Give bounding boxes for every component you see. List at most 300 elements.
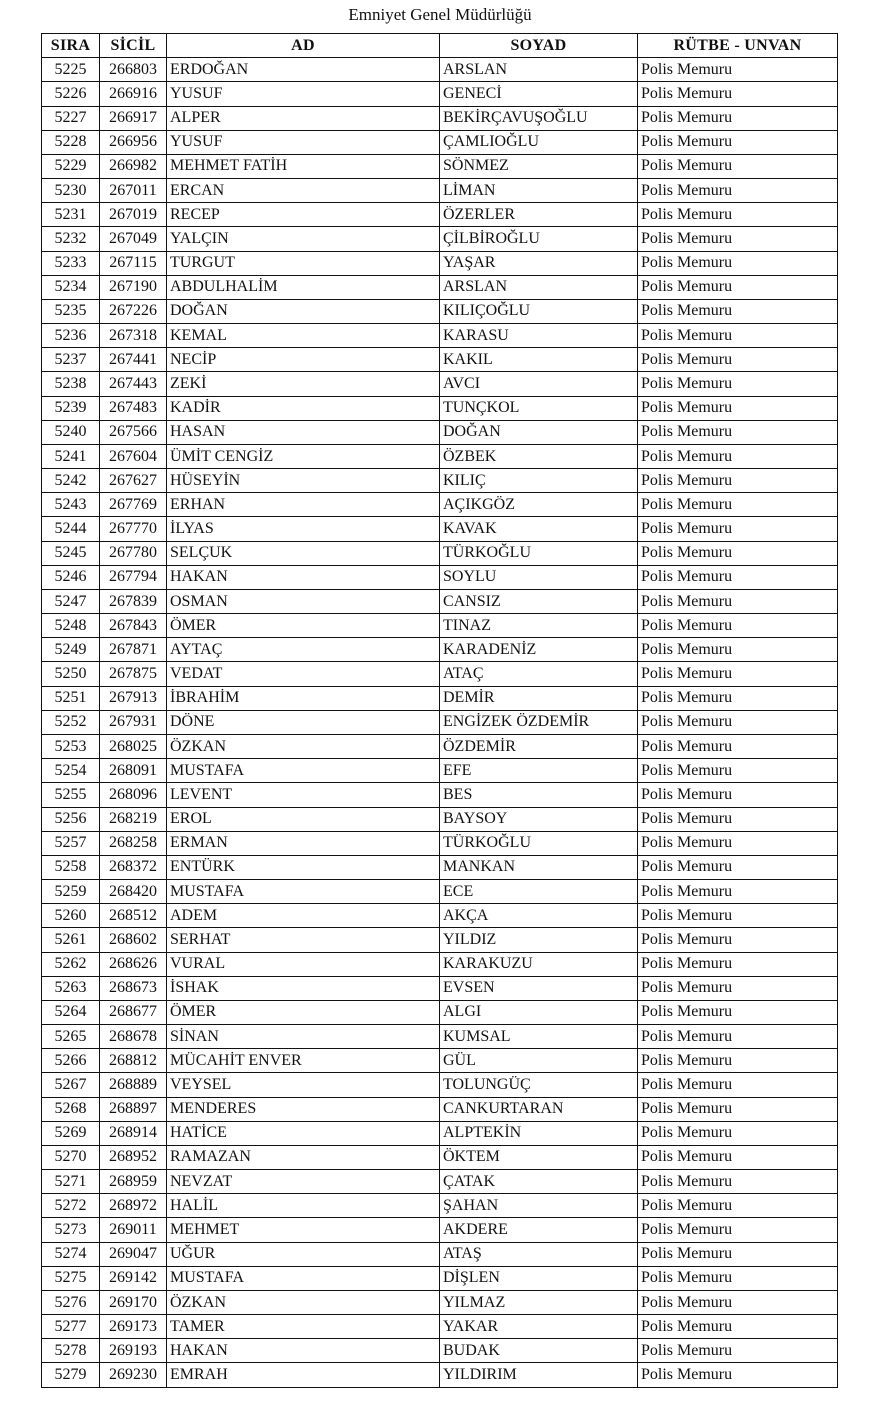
table-row	[42, 154, 838, 178]
cell-ad: ENTÜRK	[167, 855, 440, 879]
cell-sicil: 266917	[100, 106, 167, 130]
table-row	[42, 1049, 838, 1073]
cell-sicil: 269170	[100, 1290, 167, 1314]
cell-rutbe-unvan: Polis Memuru	[638, 1097, 838, 1121]
cell-ad: SERHAT	[167, 928, 440, 952]
table-row	[42, 348, 838, 372]
cell-ad: RAMAZAN	[167, 1145, 440, 1169]
cell-soyad: TÜRKOĞLU	[440, 541, 638, 565]
cell-ad: MEHMET FATİH	[167, 154, 440, 178]
cell-ad: MUSTAFA	[167, 759, 440, 783]
cell-rutbe-unvan: Polis Memuru	[638, 565, 838, 589]
cell-sira: 5265	[42, 1025, 100, 1049]
cell-sicil: 269047	[100, 1242, 167, 1266]
table-row	[42, 1218, 838, 1242]
cell-sicil: 267931	[100, 710, 167, 734]
cell-rutbe-unvan: Polis Memuru	[638, 541, 838, 565]
cell-rutbe-unvan: Polis Memuru	[638, 348, 838, 372]
cell-rutbe-unvan: Polis Memuru	[638, 82, 838, 106]
cell-sira: 5273	[42, 1218, 100, 1242]
cell-sicil: 267019	[100, 203, 167, 227]
cell-rutbe-unvan: Polis Memuru	[638, 807, 838, 831]
cell-soyad: KUMSAL	[440, 1025, 638, 1049]
cell-ad: İBRAHİM	[167, 686, 440, 710]
cell-sira: 5277	[42, 1315, 100, 1339]
cell-soyad: DOĞAN	[440, 420, 638, 444]
cell-soyad: ARSLAN	[440, 58, 638, 82]
cell-sira: 5239	[42, 396, 100, 420]
cell-soyad: ÖZBEK	[440, 444, 638, 468]
cell-ad: UĞUR	[167, 1242, 440, 1266]
cell-rutbe-unvan: Polis Memuru	[638, 372, 838, 396]
cell-rutbe-unvan: Polis Memuru	[638, 1242, 838, 1266]
table-body	[42, 58, 838, 1387]
cell-sicil: 269011	[100, 1218, 167, 1242]
table-row	[42, 1290, 838, 1314]
cell-sira: 5253	[42, 734, 100, 758]
cell-soyad: YILDIZ	[440, 928, 638, 952]
table-row	[42, 1145, 838, 1169]
cell-sira: 5263	[42, 976, 100, 1000]
cell-sira: 5276	[42, 1290, 100, 1314]
cell-rutbe-unvan: Polis Memuru	[638, 952, 838, 976]
cell-sicil: 269193	[100, 1339, 167, 1363]
cell-rutbe-unvan: Polis Memuru	[638, 275, 838, 299]
table-row	[42, 976, 838, 1000]
cell-rutbe-unvan: Polis Memuru	[638, 1315, 838, 1339]
cell-sicil: 267226	[100, 299, 167, 323]
cell-sicil: 267770	[100, 517, 167, 541]
cell-sira: 5244	[42, 517, 100, 541]
table-row	[42, 928, 838, 952]
cell-rutbe-unvan: Polis Memuru	[638, 880, 838, 904]
cell-sira: 5249	[42, 638, 100, 662]
table-row	[42, 1315, 838, 1339]
cell-ad: İLYAS	[167, 517, 440, 541]
cell-sira: 5246	[42, 565, 100, 589]
cell-soyad: CANKURTARAN	[440, 1097, 638, 1121]
table-row	[42, 58, 838, 82]
cell-soyad: KARASU	[440, 324, 638, 348]
table-row	[42, 734, 838, 758]
cell-sicil: 268091	[100, 759, 167, 783]
table-row	[42, 106, 838, 130]
cell-sicil: 269173	[100, 1315, 167, 1339]
cell-soyad: SOYLU	[440, 565, 638, 589]
cell-sira: 5228	[42, 130, 100, 154]
cell-soyad: GENECİ	[440, 82, 638, 106]
table-row	[42, 759, 838, 783]
cell-rutbe-unvan: Polis Memuru	[638, 1194, 838, 1218]
cell-ad: SİNAN	[167, 1025, 440, 1049]
cell-sicil: 267839	[100, 589, 167, 613]
cell-soyad: KILIÇOĞLU	[440, 299, 638, 323]
cell-rutbe-unvan: Polis Memuru	[638, 1000, 838, 1024]
header-sira: SIRA	[42, 34, 100, 58]
cell-ad: OSMAN	[167, 589, 440, 613]
cell-soyad: YILMAZ	[440, 1290, 638, 1314]
cell-rutbe-unvan: Polis Memuru	[638, 614, 838, 638]
cell-sira: 5230	[42, 179, 100, 203]
cell-soyad: ECE	[440, 880, 638, 904]
cell-sira: 5261	[42, 928, 100, 952]
table-row	[42, 783, 838, 807]
table-row	[42, 1121, 838, 1145]
cell-ad: ERMAN	[167, 831, 440, 855]
cell-sira: 5269	[42, 1121, 100, 1145]
table-row	[42, 82, 838, 106]
table-row	[42, 1363, 838, 1387]
table-row	[42, 396, 838, 420]
cell-soyad: KARAKUZU	[440, 952, 638, 976]
cell-rutbe-unvan: Polis Memuru	[638, 1121, 838, 1145]
cell-ad: TAMER	[167, 1315, 440, 1339]
header-rutbe-unvan: RÜTBE - UNVAN	[638, 34, 838, 58]
cell-ad: VEYSEL	[167, 1073, 440, 1097]
table-row	[42, 952, 838, 976]
cell-soyad: BEKİRÇAVUŞOĞLU	[440, 106, 638, 130]
cell-sira: 5227	[42, 106, 100, 130]
cell-sira: 5233	[42, 251, 100, 275]
cell-ad: YUSUF	[167, 130, 440, 154]
cell-sira: 5251	[42, 686, 100, 710]
cell-soyad: GÜL	[440, 1049, 638, 1073]
cell-sira: 5250	[42, 662, 100, 686]
cell-soyad: KARADENİZ	[440, 638, 638, 662]
cell-soyad: BES	[440, 783, 638, 807]
cell-sira: 5238	[42, 372, 100, 396]
cell-sira: 5255	[42, 783, 100, 807]
cell-sicil: 268673	[100, 976, 167, 1000]
table-row	[42, 493, 838, 517]
cell-soyad: ATAŞ	[440, 1242, 638, 1266]
table-row	[42, 1170, 838, 1194]
table-row	[42, 855, 838, 879]
cell-ad: DÖNE	[167, 710, 440, 734]
cell-ad: LEVENT	[167, 783, 440, 807]
cell-soyad: TOLUNGÜÇ	[440, 1073, 638, 1097]
cell-sira: 5232	[42, 227, 100, 251]
cell-sicil: 268812	[100, 1049, 167, 1073]
cell-sira: 5240	[42, 420, 100, 444]
cell-rutbe-unvan: Polis Memuru	[638, 831, 838, 855]
cell-sira: 5279	[42, 1363, 100, 1387]
cell-soyad: AVCI	[440, 372, 638, 396]
table-row	[42, 130, 838, 154]
table-row	[42, 1242, 838, 1266]
table-row	[42, 880, 838, 904]
cell-sicil: 269142	[100, 1266, 167, 1290]
table-row	[42, 372, 838, 396]
cell-sicil: 268096	[100, 783, 167, 807]
cell-sicil: 267049	[100, 227, 167, 251]
cell-ad: ALPER	[167, 106, 440, 130]
cell-sira: 5226	[42, 82, 100, 106]
cell-sira: 5241	[42, 444, 100, 468]
cell-sicil: 267483	[100, 396, 167, 420]
cell-ad: EMRAH	[167, 1363, 440, 1387]
cell-rutbe-unvan: Polis Memuru	[638, 420, 838, 444]
table-row	[42, 807, 838, 831]
cell-sira: 5236	[42, 324, 100, 348]
cell-rutbe-unvan: Polis Memuru	[638, 783, 838, 807]
cell-ad: MENDERES	[167, 1097, 440, 1121]
header-soyad: SOYAD	[440, 34, 638, 58]
cell-soyad: ARSLAN	[440, 275, 638, 299]
cell-soyad: MANKAN	[440, 855, 638, 879]
cell-sicil: 268959	[100, 1170, 167, 1194]
cell-rutbe-unvan: Polis Memuru	[638, 1073, 838, 1097]
cell-soyad: YILDIRIM	[440, 1363, 638, 1387]
cell-sira: 5231	[42, 203, 100, 227]
cell-sicil: 268889	[100, 1073, 167, 1097]
table-row	[42, 1194, 838, 1218]
cell-sira: 5274	[42, 1242, 100, 1266]
cell-soyad: DİŞLEN	[440, 1266, 638, 1290]
cell-soyad: ALPTEKİN	[440, 1121, 638, 1145]
cell-ad: HÜSEYİN	[167, 469, 440, 493]
cell-rutbe-unvan: Polis Memuru	[638, 154, 838, 178]
cell-soyad: BAYSOY	[440, 807, 638, 831]
cell-ad: NEVZAT	[167, 1170, 440, 1194]
cell-rutbe-unvan: Polis Memuru	[638, 904, 838, 928]
cell-sira: 5235	[42, 299, 100, 323]
table-row	[42, 831, 838, 855]
cell-sira: 5278	[42, 1339, 100, 1363]
cell-sicil: 267794	[100, 565, 167, 589]
cell-soyad: AKÇA	[440, 904, 638, 928]
cell-rutbe-unvan: Polis Memuru	[638, 855, 838, 879]
cell-ad: ÜMİT CENGİZ	[167, 444, 440, 468]
cell-sicil: 268025	[100, 734, 167, 758]
table-row	[42, 662, 838, 686]
cell-rutbe-unvan: Polis Memuru	[638, 710, 838, 734]
cell-sira: 5252	[42, 710, 100, 734]
cell-sicil: 267604	[100, 444, 167, 468]
cell-rutbe-unvan: Polis Memuru	[638, 179, 838, 203]
cell-rutbe-unvan: Polis Memuru	[638, 734, 838, 758]
cell-soyad: ENGİZEK ÖZDEMİR	[440, 710, 638, 734]
cell-sira: 5262	[42, 952, 100, 976]
cell-soyad: ÇİLBİROĞLU	[440, 227, 638, 251]
cell-sicil: 267627	[100, 469, 167, 493]
cell-sicil: 267443	[100, 372, 167, 396]
cell-soyad: ÇATAK	[440, 1170, 638, 1194]
cell-ad: HAKAN	[167, 1339, 440, 1363]
table-row	[42, 203, 838, 227]
table-row	[42, 1073, 838, 1097]
cell-sicil: 268258	[100, 831, 167, 855]
cell-sira: 5245	[42, 541, 100, 565]
cell-rutbe-unvan: Polis Memuru	[638, 58, 838, 82]
cell-ad: ABDULHALİM	[167, 275, 440, 299]
cell-ad: MUSTAFA	[167, 1266, 440, 1290]
table-row	[42, 275, 838, 299]
cell-sira: 5257	[42, 831, 100, 855]
cell-rutbe-unvan: Polis Memuru	[638, 976, 838, 1000]
table-row	[42, 517, 838, 541]
cell-ad: ERDOĞAN	[167, 58, 440, 82]
cell-sicil: 268219	[100, 807, 167, 831]
cell-sicil: 267769	[100, 493, 167, 517]
cell-sicil: 267875	[100, 662, 167, 686]
cell-rutbe-unvan: Polis Memuru	[638, 589, 838, 613]
table-row	[42, 444, 838, 468]
cell-sira: 5275	[42, 1266, 100, 1290]
cell-sira: 5234	[42, 275, 100, 299]
cell-soyad: YAKAR	[440, 1315, 638, 1339]
table-row	[42, 469, 838, 493]
cell-sicil: 267566	[100, 420, 167, 444]
table-row	[42, 710, 838, 734]
cell-ad: ÖZKAN	[167, 734, 440, 758]
cell-sira: 5242	[42, 469, 100, 493]
cell-rutbe-unvan: Polis Memuru	[638, 130, 838, 154]
cell-sicil: 268626	[100, 952, 167, 976]
table-row	[42, 1266, 838, 1290]
table-row	[42, 1339, 838, 1363]
cell-sira: 5271	[42, 1170, 100, 1194]
cell-rutbe-unvan: Polis Memuru	[638, 1025, 838, 1049]
cell-sira: 5272	[42, 1194, 100, 1218]
cell-sicil: 268372	[100, 855, 167, 879]
cell-ad: MEHMET	[167, 1218, 440, 1242]
cell-rutbe-unvan: Polis Memuru	[638, 1290, 838, 1314]
cell-ad: DOĞAN	[167, 299, 440, 323]
table-row	[42, 179, 838, 203]
cell-rutbe-unvan: Polis Memuru	[638, 1339, 838, 1363]
cell-sira: 5266	[42, 1049, 100, 1073]
cell-rutbe-unvan: Polis Memuru	[638, 396, 838, 420]
cell-ad: VURAL	[167, 952, 440, 976]
cell-soyad: AÇIKGÖZ	[440, 493, 638, 517]
cell-soyad: KAKIL	[440, 348, 638, 372]
cell-ad: YALÇIN	[167, 227, 440, 251]
table-row	[42, 614, 838, 638]
cell-sira: 5270	[42, 1145, 100, 1169]
table-row	[42, 324, 838, 348]
cell-soyad: ATAÇ	[440, 662, 638, 686]
cell-sira: 5254	[42, 759, 100, 783]
cell-ad: ERCAN	[167, 179, 440, 203]
cell-rutbe-unvan: Polis Memuru	[638, 1145, 838, 1169]
cell-sicil: 268512	[100, 904, 167, 928]
cell-soyad: KAVAK	[440, 517, 638, 541]
cell-sicil: 268972	[100, 1194, 167, 1218]
cell-ad: HATİCE	[167, 1121, 440, 1145]
table-row	[42, 565, 838, 589]
cell-ad: RECEP	[167, 203, 440, 227]
cell-rutbe-unvan: Polis Memuru	[638, 1170, 838, 1194]
cell-rutbe-unvan: Polis Memuru	[638, 444, 838, 468]
cell-soyad: BUDAK	[440, 1339, 638, 1363]
cell-rutbe-unvan: Polis Memuru	[638, 1218, 838, 1242]
cell-rutbe-unvan: Polis Memuru	[638, 299, 838, 323]
cell-ad: ADEM	[167, 904, 440, 928]
cell-ad: İSHAK	[167, 976, 440, 1000]
cell-sicil: 267318	[100, 324, 167, 348]
cell-soyad: ÖZDEMİR	[440, 734, 638, 758]
cell-ad: EROL	[167, 807, 440, 831]
cell-soyad: ÖZERLER	[440, 203, 638, 227]
cell-rutbe-unvan: Polis Memuru	[638, 469, 838, 493]
cell-rutbe-unvan: Polis Memuru	[638, 493, 838, 517]
cell-ad: VEDAT	[167, 662, 440, 686]
cell-soyad: SÖNMEZ	[440, 154, 638, 178]
cell-soyad: AKDERE	[440, 1218, 638, 1242]
table-row	[42, 541, 838, 565]
cell-soyad: KILIÇ	[440, 469, 638, 493]
cell-sira: 5258	[42, 855, 100, 879]
cell-sira: 5268	[42, 1097, 100, 1121]
cell-rutbe-unvan: Polis Memuru	[638, 203, 838, 227]
cell-soyad: ŞAHAN	[440, 1194, 638, 1218]
cell-sira: 5247	[42, 589, 100, 613]
cell-rutbe-unvan: Polis Memuru	[638, 1363, 838, 1387]
table-row	[42, 589, 838, 613]
cell-rutbe-unvan: Polis Memuru	[638, 686, 838, 710]
table-row	[42, 904, 838, 928]
cell-sira: 5259	[42, 880, 100, 904]
table-row	[42, 251, 838, 275]
cell-soyad: TUNÇKOL	[440, 396, 638, 420]
cell-ad: HALİL	[167, 1194, 440, 1218]
cell-sicil: 266982	[100, 154, 167, 178]
cell-sicil: 267913	[100, 686, 167, 710]
cell-sicil: 268678	[100, 1025, 167, 1049]
table-row	[42, 638, 838, 662]
personnel-table	[41, 33, 838, 1388]
table-header-row	[42, 34, 838, 58]
cell-soyad: ALGI	[440, 1000, 638, 1024]
cell-sira: 5264	[42, 1000, 100, 1024]
cell-ad: ZEKİ	[167, 372, 440, 396]
cell-sira: 5248	[42, 614, 100, 638]
cell-ad: SELÇUK	[167, 541, 440, 565]
cell-sira: 5225	[42, 58, 100, 82]
cell-soyad: LİMAN	[440, 179, 638, 203]
table-row	[42, 227, 838, 251]
cell-sicil: 268914	[100, 1121, 167, 1145]
cell-sira: 5256	[42, 807, 100, 831]
cell-sicil: 267780	[100, 541, 167, 565]
cell-sicil: 267843	[100, 614, 167, 638]
cell-sicil: 268602	[100, 928, 167, 952]
cell-ad: KEMAL	[167, 324, 440, 348]
cell-sicil: 267871	[100, 638, 167, 662]
cell-sicil: 266956	[100, 130, 167, 154]
cell-ad: YUSUF	[167, 82, 440, 106]
cell-soyad: CANSIZ	[440, 589, 638, 613]
cell-rutbe-unvan: Polis Memuru	[638, 106, 838, 130]
cell-soyad: EVSEN	[440, 976, 638, 1000]
cell-ad: HAKAN	[167, 565, 440, 589]
cell-sicil: 267190	[100, 275, 167, 299]
cell-sira: 5243	[42, 493, 100, 517]
cell-sicil: 268677	[100, 1000, 167, 1024]
header-sicil: SİCİL	[100, 34, 167, 58]
cell-ad: HASAN	[167, 420, 440, 444]
cell-ad: KADİR	[167, 396, 440, 420]
cell-ad: TURGUT	[167, 251, 440, 275]
cell-soyad: TÜRKOĞLU	[440, 831, 638, 855]
cell-sicil: 266803	[100, 58, 167, 82]
cell-rutbe-unvan: Polis Memuru	[638, 227, 838, 251]
cell-sicil: 267011	[100, 179, 167, 203]
cell-sicil: 266916	[100, 82, 167, 106]
cell-ad: AYTAÇ	[167, 638, 440, 662]
cell-rutbe-unvan: Polis Memuru	[638, 928, 838, 952]
